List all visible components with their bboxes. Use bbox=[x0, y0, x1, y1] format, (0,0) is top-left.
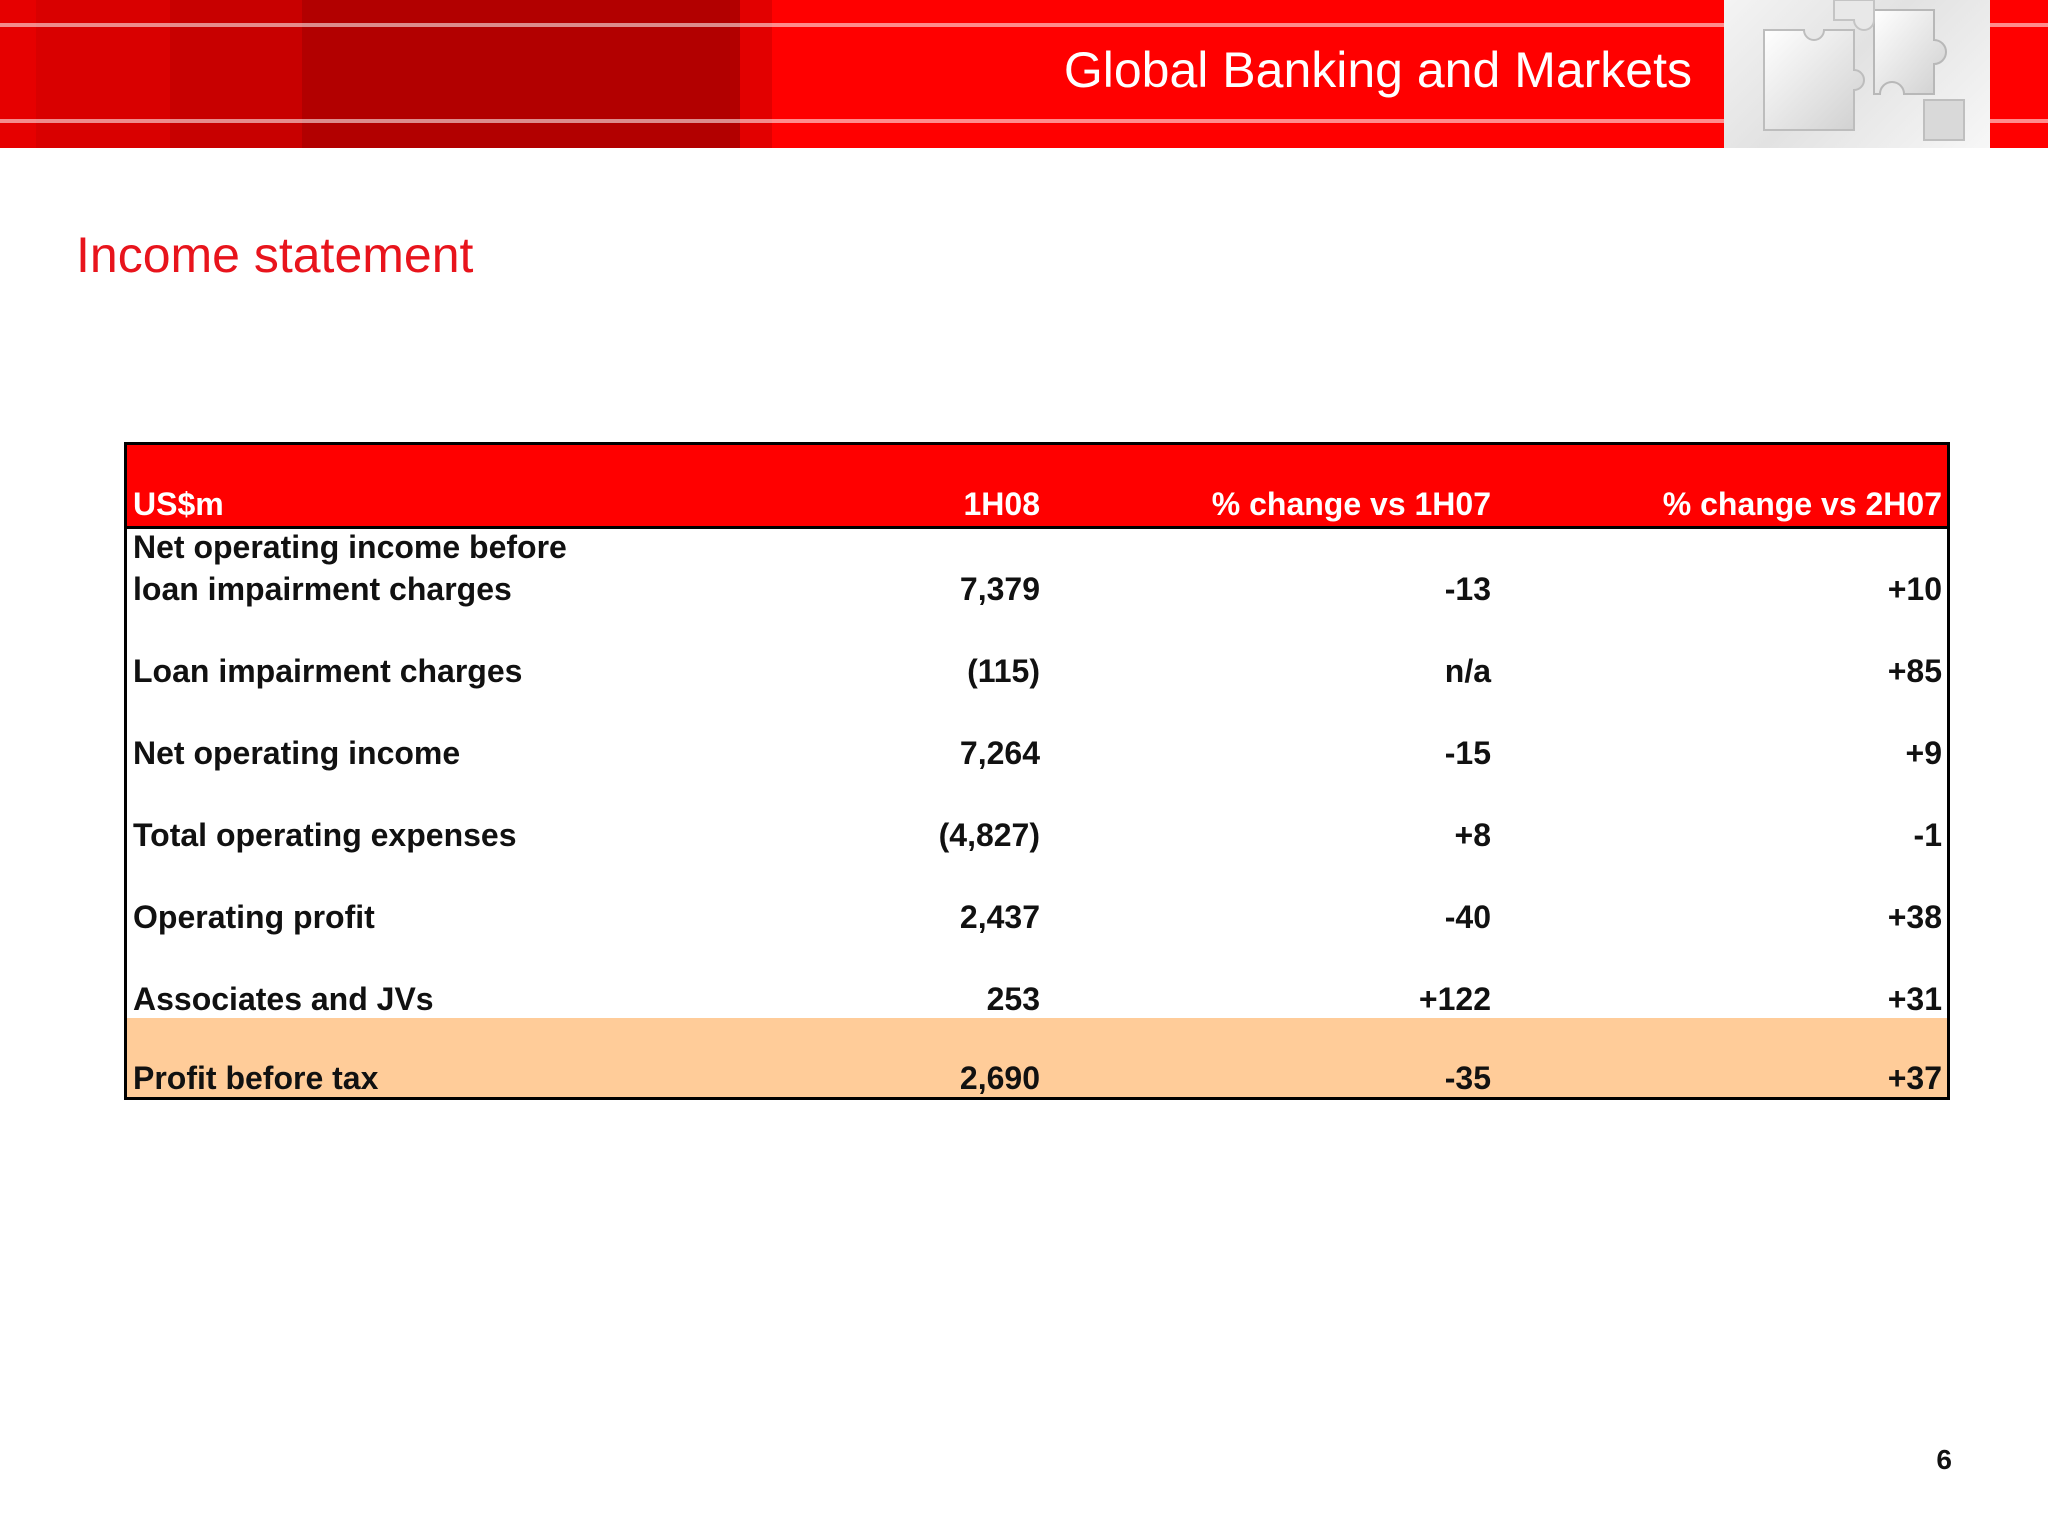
row-change-1h07: -40 bbox=[1444, 899, 1491, 935]
row-change-2h07: +38 bbox=[1887, 899, 1942, 935]
table-row bbox=[127, 690, 1947, 772]
header-banner bbox=[0, 0, 2048, 148]
row-change-1h07: +8 bbox=[1454, 817, 1491, 853]
column-header-1h08: 1H08 bbox=[963, 486, 1040, 522]
row-value: 7,379 bbox=[959, 571, 1040, 607]
puzzle-pieces-image bbox=[1724, 0, 1990, 148]
row-change-2h07: +10 bbox=[1887, 571, 1942, 607]
column-header-change-2h07: % change vs 2H07 bbox=[1662, 486, 1942, 522]
row-label: Net operating income bbox=[133, 735, 461, 771]
header-title: Global Banking and Markets bbox=[1063, 42, 1692, 98]
row-value: 7,264 bbox=[959, 735, 1040, 771]
row-label: Operating profit bbox=[133, 899, 375, 935]
row-change-1h07: -35 bbox=[1444, 1060, 1491, 1096]
row-value: 253 bbox=[986, 981, 1040, 1017]
row-change-2h07: +31 bbox=[1887, 981, 1942, 1017]
row-label-line2: loan impairment charges bbox=[133, 571, 512, 607]
table-row bbox=[127, 772, 1947, 854]
row-value: (4,827) bbox=[938, 817, 1040, 853]
row-value: 2,437 bbox=[959, 899, 1040, 935]
table-row bbox=[127, 854, 1947, 936]
row-label: Total operating expenses bbox=[133, 817, 517, 853]
row-label-line1: Net operating income before bbox=[133, 529, 567, 565]
row-change-1h07: -15 bbox=[1444, 735, 1491, 771]
table-row-total bbox=[127, 1018, 1947, 1097]
row-change-1h07: n/a bbox=[1444, 653, 1491, 689]
table-row bbox=[127, 936, 1947, 1018]
row-value: (115) bbox=[967, 653, 1040, 689]
row-change-2h07: +9 bbox=[1905, 735, 1942, 771]
row-change-2h07: +85 bbox=[1887, 653, 1942, 689]
row-label: Associates and JVs bbox=[133, 981, 434, 1017]
row-value: 2,690 bbox=[959, 1060, 1040, 1096]
row-change-2h07: +37 bbox=[1887, 1060, 1942, 1096]
income-statement-table bbox=[124, 442, 1950, 1100]
row-change-1h07: +122 bbox=[1418, 981, 1491, 1017]
page-number: 6 bbox=[1936, 1444, 1952, 1475]
table-row bbox=[127, 608, 1947, 690]
column-header-change-1h07: % change vs 1H07 bbox=[1211, 486, 1491, 522]
row-change-1h07: -13 bbox=[1444, 571, 1491, 607]
table-row bbox=[127, 526, 1947, 608]
column-header-currency: US$m bbox=[133, 486, 224, 522]
table-header bbox=[127, 445, 1947, 529]
row-change-2h07: -1 bbox=[1913, 817, 1942, 853]
row-label: Profit before tax bbox=[133, 1060, 379, 1096]
row-label: Loan impairment charges bbox=[133, 653, 523, 689]
page-title: Income statement bbox=[76, 227, 474, 283]
